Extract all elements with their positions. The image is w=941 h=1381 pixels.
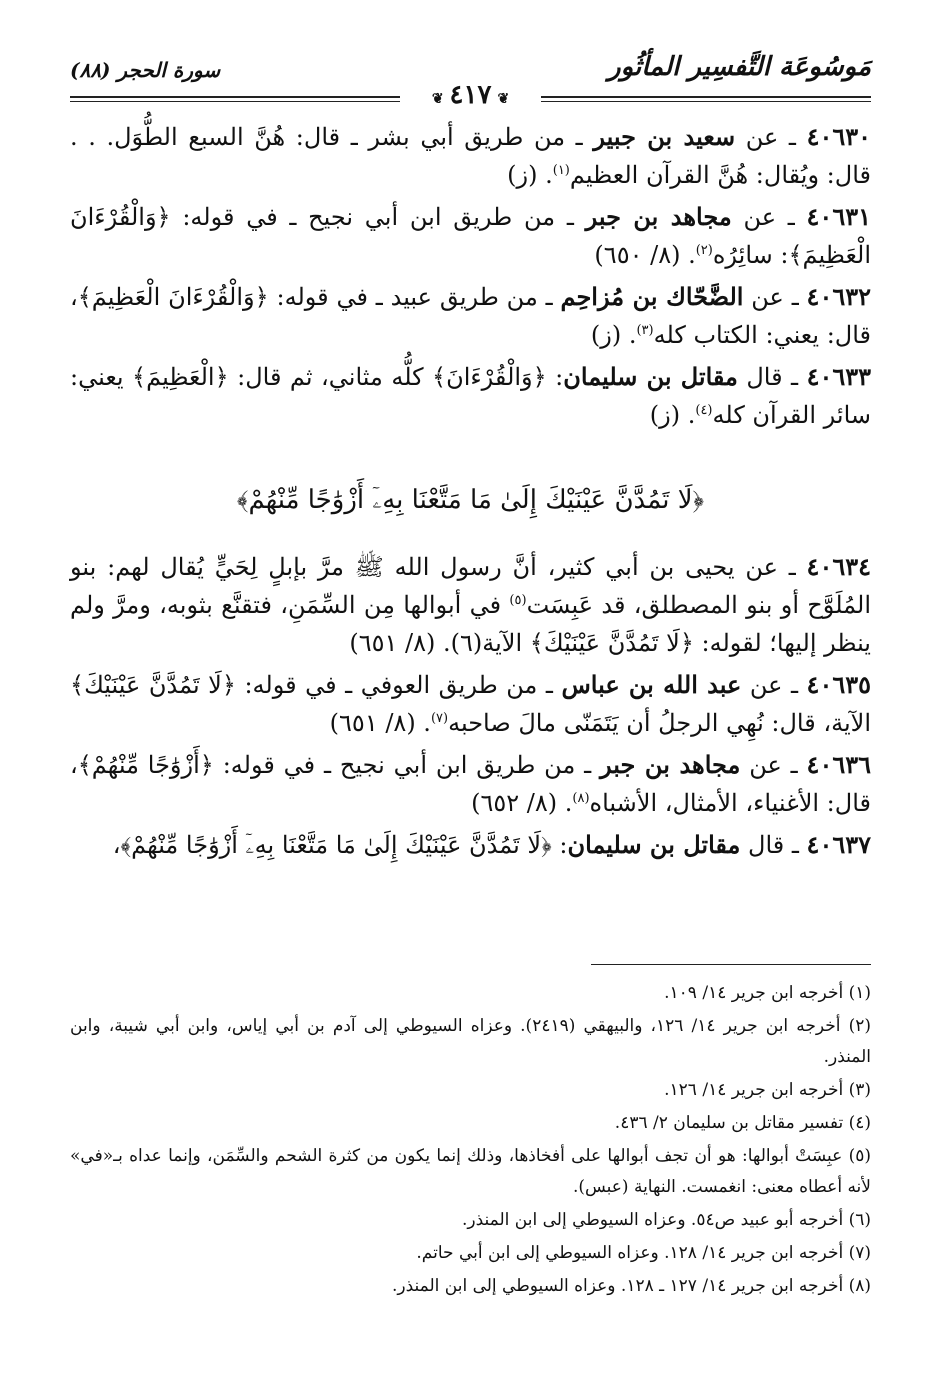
narration-entry <box>70 198 871 274</box>
narrator-name: عبد الله بن عباس <box>561 670 742 699</box>
entry-text: ـ من طريق أبي بشر ـ قال: هُنَّ السبع الطُّوَل. . . قال: ويُقال: هُنَّ القرآن العظيم <box>70 123 871 189</box>
book-title: مَوسُوعَة التَّفسِير المأثُور <box>608 52 871 82</box>
entry-tail: . (٨/ ٦٥٠) <box>594 241 696 269</box>
footnote: (٨) أخرجه ابن جرير ١٤/ ١٢٧ ـ ١٢٨. وعزاه السيوطي إلى ابن المنذر. <box>391 1276 871 1296</box>
entry-tail: . (ز) <box>649 401 696 429</box>
entry-number: ٤٠٦٣٣ <box>806 362 872 391</box>
footnote-marker: (٨) <box>572 791 590 806</box>
entry-number: ٤٠٦٣٦ <box>806 750 871 779</box>
entry-intro: ـ عن <box>743 283 807 311</box>
ornament-icon: ❦ <box>431 91 444 107</box>
entry-text: : ﴿لَا تَمُدَّنَّ عَيْنَيْكَ إِلَىٰ مَا مَتَّعْنَا بِهِۦٓ أَزْوَٰجًا مِّنْهُمْ﴾، <box>112 831 568 859</box>
narration-entry <box>70 358 871 434</box>
entry-number: ٤٠٦٣٢ <box>806 282 871 311</box>
entries-bottom <box>70 548 871 864</box>
footnote: (٤) تفسير مقاتل بن سليمان ٢/ ٤٣٦. <box>614 1113 871 1133</box>
footnote-marker: (٤) <box>695 403 713 418</box>
footnote: (٣) أخرجه ابن جرير ١٤/ ١٢٦. <box>664 1080 871 1100</box>
page-number-value: ٤١٧ <box>449 80 492 110</box>
entry-number: ٤٠٦٣٧ <box>806 830 871 859</box>
footnote: (٥) عبِسَتْ أبوالها: هو أن تجف أبوالها على أفخاذها، وذلك إنما يكون من كثرة الشحم والسِّمَن، وإنما عداه بـ«في» لأنه أعطاه معنى: انغمست. النهاية (عبس). <box>70 1146 871 1197</box>
entry-intro: ـ عن <box>735 123 807 151</box>
entry-number: ٤٠٦٣٠ <box>806 122 872 151</box>
entry-intro: ـ عن <box>741 671 807 699</box>
narration-entry <box>70 666 871 742</box>
footnote-separator <box>591 964 871 965</box>
entry-tail: . (ز) <box>507 161 553 189</box>
entry-intro: ـ عن <box>731 203 807 231</box>
entry-intro: ـ قال <box>737 363 807 391</box>
narrator-name: سعيد بن جبير <box>593 122 736 151</box>
footnote-marker: (٧) <box>430 711 449 726</box>
entry-tail: . (٨/ ٦٥٢) <box>471 789 573 817</box>
narrator-name: مجاهد بن جبر <box>600 750 741 779</box>
narrator-name: الضَّحّاك بن مُزاحِم <box>560 282 744 311</box>
narration-entry <box>70 278 871 354</box>
ornament-icon: ❦ <box>497 91 510 107</box>
footnote: (٦) أخرجه أبو عبيد ص٥٤. وعزاه السيوطي إلى ابن المنذر. <box>462 1210 871 1230</box>
surah-label: سورة الحجر (٨٨) <box>70 58 221 82</box>
entry-text: ـ من طريق ابن أبي نجيح ـ في قوله: ﴿أَزْوَٰجًا مِّنْهُمْ﴾، قال: الأغنياء، الأمثال، الأشباه <box>70 751 871 817</box>
entry-number: ٤٠٦٣١ <box>806 202 871 231</box>
entry-text: ـ من طريق ابن أبي نجيح ـ في قوله: ﴿وَالْقُرْءَانَ الْعَظِيمَ﴾: سائِرُه <box>70 203 871 269</box>
footnote: (٧) أخرجه ابن جرير ١٤/ ١٢٨. وعزاه السيوطي إلى ابن أبي حاتم. <box>416 1243 871 1263</box>
narrator-name: مقاتل بن سليمان <box>563 362 738 391</box>
main-text <box>70 118 871 868</box>
entry-text: : ﴿وَالْقُرْءَانَ﴾ كلُّه مثاني، ثم قال: ﴿الْعَظِيمَ﴾ يعني: سائر القرآن كله <box>70 363 871 429</box>
narration-entry <box>70 826 871 864</box>
entry-intro: ـ قال <box>740 831 807 859</box>
entry-text: ـ من طريق عبيد ـ في قوله: ﴿وَالْقُرْءَانَ الْعَظِيمَ﴾، قال: يعني: الكتاب كله <box>70 283 871 349</box>
narrator-name: مقاتل بن سليمان <box>567 830 741 859</box>
narrator-name: مجاهد بن جبر <box>585 202 732 231</box>
footnote-marker: (٣) <box>636 323 654 338</box>
entries-top <box>70 118 871 434</box>
footnote-marker: (٥) <box>509 593 527 608</box>
verse-heading: ﴿لَا تَمُدَّنَّ عَيْنَيْكَ إِلَىٰ مَا مَتَّعْنَا بِهِۦٓ أَزْوَٰجًا مِّنْهُمْ﴾ <box>236 485 705 515</box>
narration-entry <box>70 746 871 822</box>
entry-intro: ـ عن يحيى بن أبي كثير، أنَّ رسول الله ﷺ مرَّ بإبلٍ لِحَيٍّ يُقال لهم: بنو المُلَوَّح أو بنو المصطلق، قد عَبِسَت <box>70 553 871 619</box>
entry-text: ـ من طريق العوفي ـ في قوله: ﴿لَا تَمُدَّنَّ عَيْنَيْكَ﴾ الآية، قال: نُهِي الرجلُ أن يَتَمَنّى مالَ صاحبه <box>70 671 871 737</box>
footnotes <box>70 978 871 1304</box>
entry-tail: . (ز) <box>590 321 637 349</box>
footnote-marker: (٢) <box>695 243 713 258</box>
footnote: (٢) أخرجه ابن جرير ١٤/ ١٢٦، والبيهقي (٢٤١٩). وعزاه السيوطي إلى آدم بن أبي إياس، وابن أبي شيبة، وابن المنذر. <box>70 1016 872 1067</box>
narration-entry <box>70 118 871 194</box>
page-number <box>0 80 941 110</box>
footnote-marker: (١) <box>552 163 570 178</box>
entry-intro: ـ عن <box>740 751 807 779</box>
entry-tail: . (٨/ ٦٥١) <box>329 709 431 737</box>
entry-tail: في أبوالها مِن السِّمَنِ، فتقنَّع بثوبه، ومرَّ ولم ينظر إليها؛ لقوله: ﴿لَا تَمُدَّنَّ عَيْنَيْكَ﴾ الآية(٦). (٨/ ٦٥١) <box>70 591 871 657</box>
entry-number: ٤٠٦٣٤ <box>806 552 871 581</box>
footnote: (١) أخرجه ابن جرير ١٤/ ١٠٩. <box>664 983 871 1003</box>
entry-number: ٤٠٦٣٥ <box>806 670 871 699</box>
narration-entry <box>70 548 871 662</box>
